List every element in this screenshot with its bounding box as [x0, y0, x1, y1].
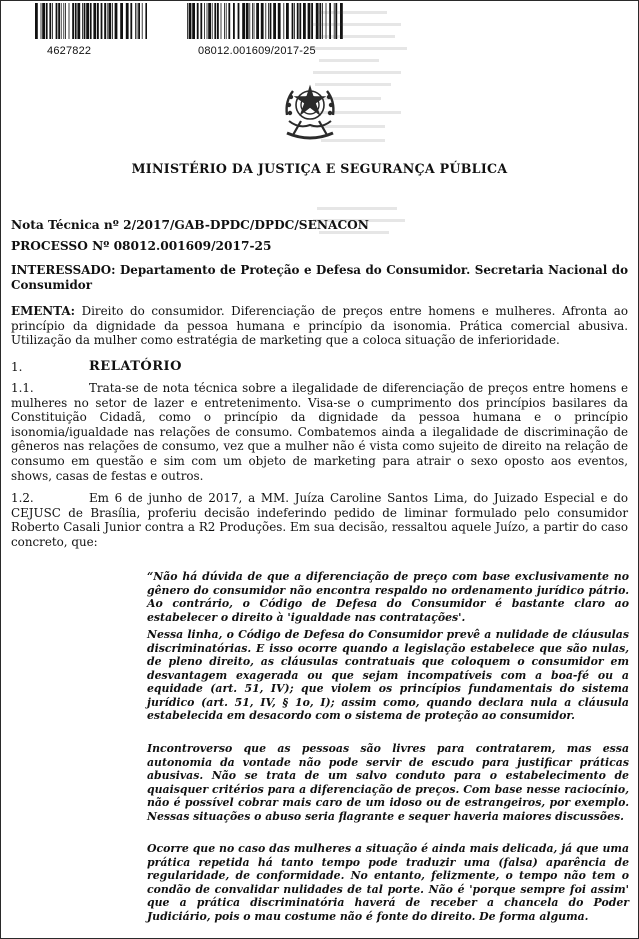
- barcode-bar: [204, 3, 205, 39]
- court-quote-paragraph: “Não há dúvida de que a diferenciação de preço com base exclusivamente no gênero do consumidor não encontra respaldo no ordenamento jurídico pátrio. Ao contrário, o Código de Defesa do Consumidor é bastante claro ao estabelecer o direito à 'igualdade nas contratações'.: [147, 570, 629, 624]
- barcode-bar: [246, 3, 249, 39]
- barcode-bar: [212, 3, 213, 39]
- barcode-bar: [61, 3, 62, 39]
- process-number: PROCESSO Nº 08012.001609/2017-25: [11, 239, 272, 253]
- barcode-bar: [77, 3, 80, 39]
- barcode-bar: [145, 3, 147, 39]
- barcode-bar: [42, 3, 45, 39]
- barcode-bar: [252, 3, 253, 39]
- ementa-block: [11, 304, 628, 348]
- barcode-bar: [217, 3, 219, 39]
- barcode-bar: [238, 3, 240, 39]
- barcode-bar: [270, 3, 272, 39]
- barcode-bar: [72, 3, 74, 39]
- barcode-bar: [286, 3, 289, 39]
- barcode-bar: [242, 3, 245, 39]
- barcode-bar: [107, 3, 108, 39]
- barcode-bar: [214, 3, 216, 39]
- barcode-bar: [93, 3, 96, 39]
- brazil-coat-of-arms-icon: [279, 81, 341, 145]
- ministry-title: MINISTÉRIO DA JUSTIÇA E SEGURANÇA PÚBLICA: [131, 161, 508, 176]
- section-title: RELATÓRIO: [89, 359, 182, 374]
- barcode-bar: [35, 3, 38, 39]
- court-quote-paragraph: Ocorre que no caso das mulheres a situação é ainda mais delicada, já que uma prática repetida há tanto tempo pode traduzir uma (falsa) aparência de regularidade, de conformidade. No entanto, felizmente, o tempo não tem o condão de convalidar nulidades de tal porte. Não é 'porque sempre foi assim' que a prática discriminatória haverá de receber a chancela do Poder Judiciário, pois o mau costume não é fonte do direito. De forma alguma.: [147, 842, 629, 923]
- barcode-bar: [138, 3, 140, 39]
- paragraph-number: 1.1.: [11, 381, 34, 395]
- barcode-bar: [49, 3, 51, 39]
- barcode-bar: [108, 3, 111, 39]
- barcode-bar: [86, 3, 89, 39]
- barcode-bar: [224, 3, 225, 39]
- barcode-bar: [58, 3, 60, 39]
- ementa-text: Direito do consumidor. Diferenciação de preços entre homens e mulheres. Afronta ao princípio da dignidade da pessoa humana e princípio da isonomia. Prática comercial abusiva. Utilização da mulher como estratégia de marketing que a coloca situação de inferioridade.: [11, 304, 629, 348]
- barcode-bar: [104, 3, 106, 39]
- barcode-bar: [233, 3, 235, 39]
- barcode-bar: [294, 3, 295, 39]
- barcode-bar: [221, 3, 222, 39]
- barcode-bar: [187, 3, 188, 39]
- barcode-bar: [84, 3, 86, 39]
- barcode-number-right: 08012.001609/2017-25: [198, 45, 316, 57]
- barcode-bar: [90, 3, 92, 39]
- barcode-bar: [130, 3, 132, 39]
- paragraph-number: 1.2.: [11, 491, 34, 505]
- barcode-bar: [46, 3, 48, 39]
- barcode-bar: [292, 3, 294, 39]
- barcode-bar: [208, 3, 211, 39]
- paragraph-text: Trata-se de nota técnica sobre a ilegalidade de diferenciação de preços entre homens e mulheres no setor de lazer e entretenimento. Visa-se o cumprimento dos princípios basilares da Constituição Cidadã, como o princípio da dignidade da pessoa humana e o princípio isonomia/igualdade nas relações de consumo. Combatemos ainda a ilegalidade de discriminação de gêneros nas relações de consumo, vez que a mulher não é vista como sujeito de direito na relação de consumo em questão e sim com um objeto de marketing para atrair o sexo oposto aos eventos, shows, casas de festas e outros.: [11, 381, 628, 483]
- paragraph-text: Em 6 de junho de 2017, a MM. Juíza Caroline Santos Lima, do Juizado Especial e do CEJUSC de Brasília, proferiu decisão indeferindo pedido de liminar formulado pelo consumidor Roberto Casali Junior contra a R2 Produções. Em sua decisão, ressaltou aquele Juízo, a partir do caso concreto, que:: [11, 491, 628, 549]
- barcode-bar: [249, 3, 250, 39]
- barcode-bar: [75, 3, 77, 39]
- barcode-bar: [41, 3, 42, 39]
- barcode-bar: [189, 3, 192, 39]
- barcode-bar: [261, 3, 264, 39]
- barcode-bar: [254, 3, 255, 39]
- barcode-bar: [137, 3, 138, 39]
- barcode-bar: [142, 3, 143, 39]
- court-quote-paragraph: Incontroverso que as pessoas são livres para contratarem, mas essa autonomia da vontade não pode servir de escudo para justificar práticas abusivas. Não se trata de um salvo conduto para o estabelecimento de quaisquer critérios para a diferenciação de preços. Com base nesse raciocínio, não é possível cobrar mais caro de um idoso ou de estrangeiros, por exemplo. Nessas situações o abuso seria flagrante e sequer haveria maiores discussões.: [147, 742, 629, 823]
- barcode-bar: [65, 3, 66, 39]
- barcode-bar: [268, 3, 269, 39]
- barcode-bar: [256, 3, 259, 39]
- barcode-bar: [82, 3, 83, 39]
- barcode-bar: [112, 3, 113, 39]
- barcode-bar: [265, 3, 266, 39]
- barcode-bar: [228, 3, 230, 39]
- barcode-bar: [52, 3, 53, 39]
- barcode-number-left: 4627822: [47, 45, 92, 57]
- barcode-bar: [56, 3, 58, 39]
- barcode-bar: [283, 3, 284, 39]
- barcode-bar: [207, 3, 208, 39]
- barcode-bar: [197, 3, 199, 39]
- barcode-bar: [200, 3, 202, 39]
- barcode-bar: [273, 3, 276, 39]
- barcode-bar: [115, 3, 118, 39]
- barcode-bar: [126, 3, 129, 39]
- barcode-bar: [101, 3, 103, 39]
- barcode-left: [35, 3, 147, 39]
- barcode-bar: [278, 3, 281, 39]
- court-quote-paragraph: Nessa linha, o Código de Defesa do Consumidor prevê a nulidade de cláusulas discriminatórias. E isso ocorre quando a legislação estabelece que são nulas, de pleno direito, as cláusulas contratuais que coloquem o consumidor em desvantagem exagerada ou que sejam incompatíveis com a boa-fé ou a equidade (art. 51, IV); que violem os princípios fundamentais do sistema jurídico (art. 51, IV, § 1o, I); assim como, quando declara nula a cláusula estabelecida em desacordo com o sistema de proteção ao consumidor.: [147, 628, 629, 722]
- interested-party: INTERESSADO: Departamento de Proteção e Defesa do Consumidor. Secretaria Nacional do Consumidor: [11, 263, 628, 292]
- section-number: 1.: [11, 360, 23, 374]
- ementa-label: EMENTA:: [11, 304, 75, 318]
- technical-note-number: Nota Técnica nº 2/2017/GAB-DPDC/DPDC/SENACON: [11, 218, 369, 232]
- barcode-bar: [63, 3, 64, 39]
- barcode-bar: [120, 3, 123, 39]
- barcode-bar: [135, 3, 136, 39]
- barcode-bar: [192, 3, 195, 39]
- barcode-bar: [226, 3, 227, 39]
- barcode-bar: [69, 3, 70, 39]
- barcode-bar: [97, 3, 99, 39]
